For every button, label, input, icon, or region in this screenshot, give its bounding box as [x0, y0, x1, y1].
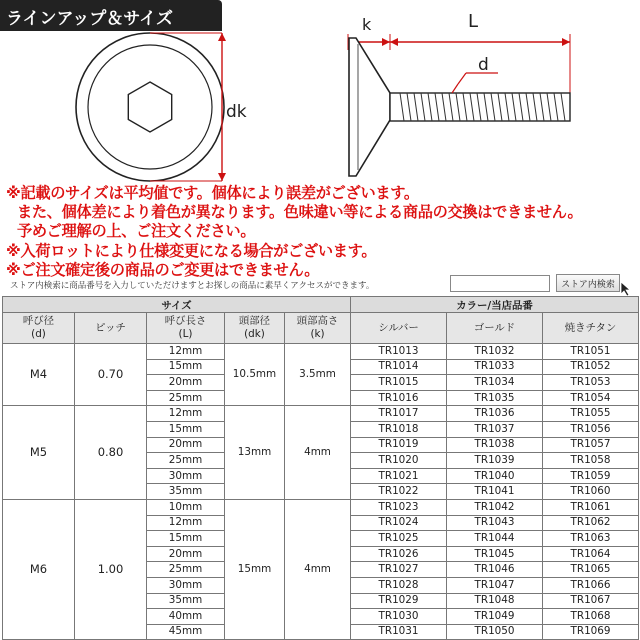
pointer-cursor-icon [619, 281, 635, 297]
col-header-diameter [3, 313, 75, 344]
cell-length: 20mm [147, 375, 225, 391]
cell-titan-code: TR1053 [543, 375, 639, 391]
cell-titan-code: TR1058 [543, 453, 639, 469]
header-label: 頭部高さ [296, 315, 339, 327]
header-sub-label: (d) [31, 328, 46, 340]
cell-silver-code: TR1020 [351, 453, 447, 469]
cell-gold-code: TR1040 [447, 468, 543, 484]
cell-diameter: M6 [3, 499, 75, 639]
cell-length: 30mm [147, 468, 225, 484]
cell-length: 35mm [147, 593, 225, 609]
cell-titan-code: TR1056 [543, 421, 639, 437]
cell-silver-code: TR1031 [351, 624, 447, 640]
cell-titan-code: TR1060 [543, 484, 639, 500]
cell-titan-code: TR1062 [543, 515, 639, 531]
cell-length: 12mm [147, 515, 225, 531]
cell-diameter: M4 [3, 344, 75, 406]
cell-silver-code: TR1019 [351, 437, 447, 453]
cell-titan-code: TR1068 [543, 609, 639, 625]
group-header-size: サイズ [3, 297, 351, 313]
store-search-bar [0, 274, 640, 296]
cell-silver-code: TR1014 [351, 359, 447, 375]
cell-titan-code: TR1065 [543, 562, 639, 578]
header-sub-label: (L) [178, 328, 193, 340]
col-header-head-height [285, 313, 351, 344]
cell-titan-code: TR1066 [543, 577, 639, 593]
group-header-color: カラー/当店品番 [351, 297, 639, 313]
cell-gold-code: TR1045 [447, 546, 543, 562]
cell-silver-code: TR1024 [351, 515, 447, 531]
cell-gold-code: TR1033 [447, 359, 543, 375]
cell-gold-code: TR1046 [447, 562, 543, 578]
cell-gold-code: TR1035 [447, 390, 543, 406]
cell-length: 10mm [147, 499, 225, 515]
col-header-head-diameter [225, 313, 285, 344]
cell-length: 15mm [147, 421, 225, 437]
dim-label-k: k [362, 15, 372, 34]
cell-length: 40mm [147, 609, 225, 625]
cell-gold-code: TR1043 [447, 515, 543, 531]
cell-silver-code: TR1022 [351, 484, 447, 500]
notice-line: また、個体差により着色が異なります。色味違い等による商品の交換はできません。 [17, 203, 583, 222]
cell-titan-code: TR1069 [543, 624, 639, 640]
cell-silver-code: TR1030 [351, 609, 447, 625]
search-caption: ストア内検索に商品番号を入力していただけますとお探しの商品に素早くアクセスができます。 [10, 281, 375, 291]
cell-silver-code: TR1029 [351, 593, 447, 609]
table-row [3, 499, 639, 515]
table-row [3, 344, 639, 360]
header-sub-label: (k) [310, 328, 325, 340]
header-sub-label: (dk) [244, 328, 265, 340]
cell-length: 20mm [147, 546, 225, 562]
notice-line: ※記載のサイズは平均値です。個体により誤差がございます。 [6, 184, 419, 202]
cell-silver-code: TR1021 [351, 468, 447, 484]
size-lineup-table [2, 296, 639, 640]
cell-titan-code: TR1051 [543, 344, 639, 360]
cell-length: 12mm [147, 406, 225, 422]
col-header-length [147, 313, 225, 344]
cell-gold-code: TR1038 [447, 437, 543, 453]
header-label: 呼び径 [22, 315, 55, 327]
header-label: 呼び長さ [164, 315, 207, 327]
cell-silver-code: TR1018 [351, 421, 447, 437]
store-search-button[interactable]: ストア内検索 [556, 274, 620, 292]
cell-pitch: 0.80 [75, 406, 147, 500]
cell-head-height: 4mm [285, 499, 351, 639]
cell-diameter: M5 [3, 406, 75, 500]
cell-gold-code: TR1048 [447, 593, 543, 609]
header-label: 頭部径 [238, 315, 271, 327]
cell-titan-code: TR1055 [543, 406, 639, 422]
header-label: ゴールド [473, 321, 516, 334]
cell-silver-code: TR1028 [351, 577, 447, 593]
cell-titan-code: TR1059 [543, 468, 639, 484]
cell-gold-code: TR1050 [447, 624, 543, 640]
cell-gold-code: TR1044 [447, 531, 543, 547]
cell-titan-code: TR1061 [543, 499, 639, 515]
cell-titan-code: TR1064 [543, 546, 639, 562]
cell-gold-code: TR1036 [447, 406, 543, 422]
cell-length: 12mm [147, 344, 225, 360]
cell-silver-code: TR1017 [351, 406, 447, 422]
cell-gold-code: TR1034 [447, 375, 543, 391]
col-header-gold [447, 313, 543, 344]
cell-pitch: 1.00 [75, 499, 147, 639]
header-label: ピッチ [95, 321, 126, 334]
cell-gold-code: TR1039 [447, 453, 543, 469]
cell-length: 25mm [147, 390, 225, 406]
cell-length: 15mm [147, 531, 225, 547]
cell-length: 45mm [147, 624, 225, 640]
bolt-top-view [76, 33, 226, 181]
cell-pitch: 0.70 [75, 344, 147, 406]
cell-silver-code: TR1025 [351, 531, 447, 547]
cell-gold-code: TR1049 [447, 609, 543, 625]
header-label: シルバー [378, 321, 419, 334]
dim-label-dk: dk [226, 102, 247, 122]
cell-gold-code: TR1037 [447, 421, 543, 437]
notice-line: ※入荷ロットにより仕様変更になる場合がございます。 [6, 241, 377, 260]
cell-silver-code: TR1026 [351, 546, 447, 562]
cell-gold-code: TR1047 [447, 577, 543, 593]
col-header-silver [351, 313, 447, 344]
cell-titan-code: TR1052 [543, 359, 639, 375]
notice-line: 予めご理解の上、ご注文ください。 [17, 222, 256, 241]
cell-head-diameter: 13mm [225, 406, 285, 500]
cell-length: 15mm [147, 359, 225, 375]
notice-line: ※ご注文確定後の商品のご変更はできません。 [6, 260, 320, 279]
cell-silver-code: TR1016 [351, 390, 447, 406]
cell-head-height: 3.5mm [285, 344, 351, 406]
cell-gold-code: TR1032 [447, 344, 543, 360]
cell-silver-code: TR1027 [351, 562, 447, 578]
cell-silver-code: TR1023 [351, 499, 447, 515]
section-title: ラインアップ＆サイズ [6, 9, 173, 29]
table-body [3, 344, 639, 640]
store-search-input[interactable] [450, 275, 550, 292]
cell-length: 30mm [147, 577, 225, 593]
dim-label-L: L [468, 11, 479, 32]
cell-titan-code: TR1054 [543, 390, 639, 406]
table-row [3, 406, 639, 422]
column-header-row [3, 313, 639, 344]
cell-length: 25mm [147, 562, 225, 578]
cell-silver-code: TR1013 [351, 344, 447, 360]
section-title-bar [0, 0, 222, 31]
cell-titan-code: TR1067 [543, 593, 639, 609]
header-label: 焼きチタン [564, 321, 617, 334]
notice-list [6, 184, 638, 280]
cell-head-diameter: 10.5mm [225, 344, 285, 406]
cell-length: 25mm [147, 453, 225, 469]
col-header-pitch [75, 313, 147, 344]
cell-length: 20mm [147, 437, 225, 453]
cell-gold-code: TR1041 [447, 484, 543, 500]
col-header-titan [543, 313, 639, 344]
cell-length: 35mm [147, 484, 225, 500]
cell-silver-code: TR1015 [351, 375, 447, 391]
bolt-side-view [348, 34, 570, 176]
cell-head-diameter: 15mm [225, 499, 285, 639]
dim-label-d: d [478, 55, 489, 75]
cell-gold-code: TR1042 [447, 499, 543, 515]
cell-head-height: 4mm [285, 406, 351, 500]
cell-titan-code: TR1063 [543, 531, 639, 547]
cell-titan-code: TR1057 [543, 437, 639, 453]
